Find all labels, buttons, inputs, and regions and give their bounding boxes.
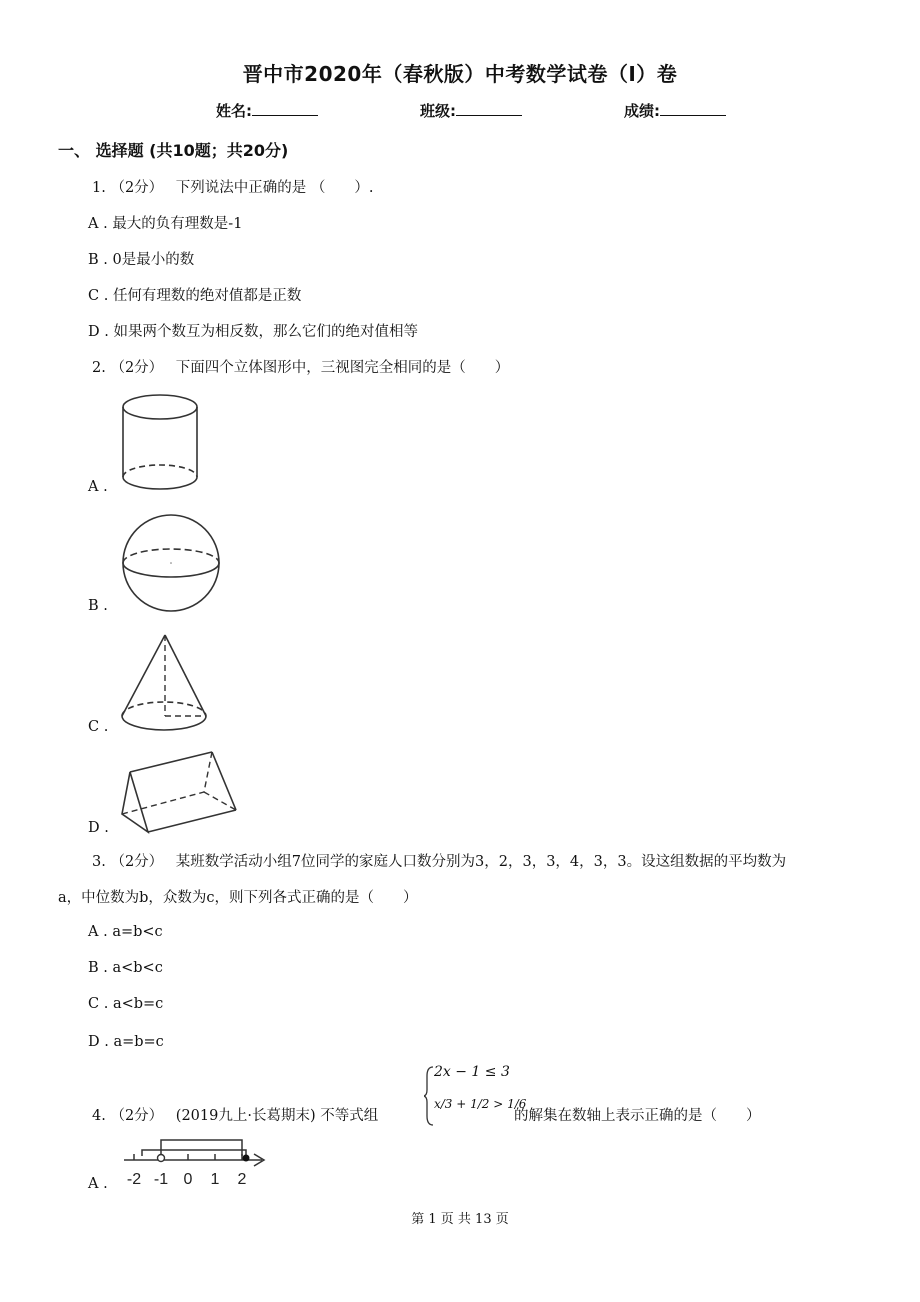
question-stem-post: 的解集在数轴上表示正确的是（ ） xyxy=(514,1108,761,1124)
option-label: B . xyxy=(88,252,108,268)
question-stem: 下列说法中正确的是 （ ）. xyxy=(175,180,374,196)
q4-option-a[interactable] xyxy=(88,1176,108,1192)
question-points: （2分） xyxy=(110,854,164,870)
question-1 xyxy=(92,176,374,197)
class-label: 班级: xyxy=(420,102,456,120)
option-label: A . xyxy=(88,216,108,232)
question-number: 4. xyxy=(92,1108,106,1124)
option-label: C . xyxy=(88,719,109,735)
option-label: A . xyxy=(88,924,108,940)
question-2 xyxy=(92,356,509,377)
cylinder-icon xyxy=(118,390,204,496)
q3-option-c[interactable] xyxy=(88,996,163,1012)
q3-option-a[interactable] xyxy=(88,924,163,940)
question-source: (2019九上·长葛期末) xyxy=(175,1108,316,1124)
tick-label: -2 xyxy=(126,1171,142,1188)
tick-label: 0 xyxy=(183,1171,193,1188)
triangular-prism-icon xyxy=(118,748,242,838)
option-label: C . xyxy=(88,996,109,1012)
option-text: 0是最小的数 xyxy=(112,252,195,268)
question-4 xyxy=(92,1104,378,1125)
option-label: B . xyxy=(88,960,108,976)
option-text: 任何有理数的绝对值都是正数 xyxy=(112,288,302,304)
question-3-line2: a，中位数为b，众数为c，则下列各式正确的是（ ） xyxy=(58,890,418,906)
option-label: D . xyxy=(88,820,109,836)
q2-option-c[interactable] xyxy=(88,719,108,735)
question-points: （2分） xyxy=(110,1108,164,1124)
sphere-icon xyxy=(120,512,222,614)
tick-label: -1 xyxy=(153,1171,169,1188)
question-number: 1. xyxy=(92,180,106,196)
option-text: a<b=c xyxy=(112,996,164,1012)
option-label: D . xyxy=(88,324,109,340)
number-line-icon xyxy=(122,1136,270,1190)
q1-option-c[interactable] xyxy=(88,284,301,305)
option-text: a<b<c xyxy=(112,960,163,976)
option-text: 如果两个数互为相反数，那么它们的绝对值相等 xyxy=(113,324,418,340)
class-field xyxy=(420,100,522,121)
question-3 xyxy=(92,850,786,871)
question-number: 3. xyxy=(92,854,106,870)
question-stem-pre: 不等式组 xyxy=(320,1108,379,1124)
cone-icon xyxy=(118,632,210,736)
question-stem: 下面四个立体图形中，三视图完全相同的是（ ） xyxy=(175,360,510,376)
option-label: D . xyxy=(88,1034,109,1050)
system-line-2: x/3 + 1/2 > 1/6 xyxy=(434,1097,527,1111)
option-text: a=b=c xyxy=(113,1034,164,1050)
name-field xyxy=(216,100,318,121)
class-blank[interactable] xyxy=(456,101,522,116)
option-label: A . xyxy=(88,479,108,495)
question-points: （2分） xyxy=(110,360,164,376)
question-points: （2分） xyxy=(110,180,164,196)
page-footer: 第 1 页 共 13 页 xyxy=(411,1212,509,1227)
name-blank[interactable] xyxy=(252,101,318,116)
question-stem-line1: 某班数学活动小组7位同学的家庭人口数分别为3，2，3，3，4，3，3。设这组数据的平均数为 xyxy=(175,854,787,870)
q2-option-a[interactable] xyxy=(88,479,108,495)
q2-option-b[interactable] xyxy=(88,598,108,614)
q1-option-a[interactable] xyxy=(88,212,242,233)
question-number: 2. xyxy=(92,360,106,376)
tick-label: 2 xyxy=(237,1171,247,1188)
name-label: 姓名: xyxy=(216,102,252,120)
q2-option-d[interactable] xyxy=(88,820,109,836)
score-blank[interactable] xyxy=(660,101,726,116)
tick-label: 1 xyxy=(210,1171,220,1188)
system-line-1: 2x − 1 ≤ 3 xyxy=(434,1064,510,1080)
score-field xyxy=(624,100,726,121)
option-label: C . xyxy=(88,288,109,304)
q3-option-b[interactable] xyxy=(88,960,163,976)
option-text: 最大的负有理数是-1 xyxy=(112,216,243,232)
q1-option-b[interactable] xyxy=(88,248,194,269)
score-label: 成绩: xyxy=(624,102,660,120)
q1-option-d[interactable] xyxy=(88,320,418,341)
q3-option-d[interactable] xyxy=(88,1034,164,1050)
option-label: B . xyxy=(88,598,108,614)
section-heading: 一、 选择题 (共10题；共20分) xyxy=(58,141,289,160)
page-title: 晋中市2020年（春秋版）中考数学试卷（I）卷 xyxy=(242,62,678,86)
option-text: a=b<c xyxy=(112,924,163,940)
option-label: A . xyxy=(88,1176,108,1192)
